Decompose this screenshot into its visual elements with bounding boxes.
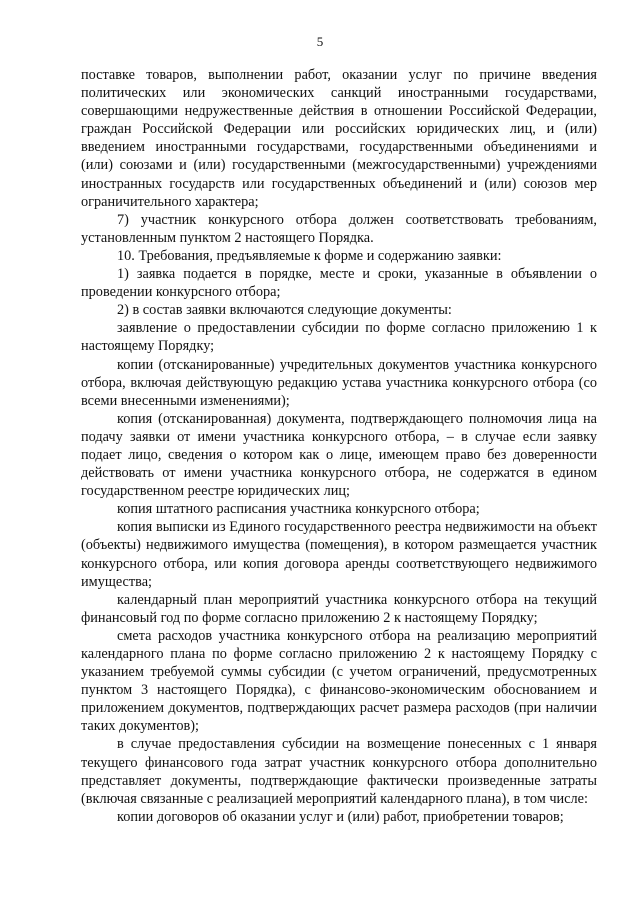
paragraph: 1) заявка подается в порядке, месте и сроки, указанные в объявлении о проведении конкурсного отбора;	[81, 266, 597, 301]
document-body	[81, 66, 597, 826]
paragraph: копия выписки из Единого государственного реестра недвижимости на объект (объекты) недвижимого имущества (помещения), в котором размещается участник конкурсного отбора, или копия договора аренды соответствующего недвижимого имущества;	[81, 519, 597, 590]
paragraph: 10. Требования, предъявляемые к форме и содержанию заявки:	[117, 247, 502, 264]
paragraph: 7) участник конкурсного отбора должен соответствовать требованиям, установленным пунктом 2 настоящего Порядка.	[81, 211, 597, 246]
paragraph: в случае предоставления субсидии на возмещение понесенных с 1 января текущего финансового года затрат участник конкурсного отбора дополнительно представляет документы, подтверждающие фактически произведенные затраты (включая связанные с реализацией мероприятий календарного плана), в том числе:	[81, 736, 597, 807]
page-number: 5	[316, 34, 324, 49]
paragraph: календарный план мероприятий участника конкурсного отбора на текущий финансовый год по форме согласно приложению 2 к настоящему Порядку;	[81, 591, 597, 626]
paragraph: 2) в состав заявки включаются следующие документы:	[117, 302, 452, 319]
paragraph: копия штатного расписания участника конкурсного отбора;	[117, 501, 480, 518]
paragraph: поставке товаров, выполнении работ, оказании услуг по причине введения политических или экономических санкций иностранными государствами, совершающими недружественные действия в отношении Российской Федерации, граждан Российской Федерации или российских юридических лиц, и (или) введением иностранными государствами, государственными объединениями и (или) союзами и (или) государственными (межгосударственными) учреждениями иностранных государств или государственных объединений и (или) союзов мер ограничительного характера;	[81, 67, 597, 210]
paragraph: копия (отсканированная) документа, подтверждающего полномочия лица на подачу заявки от имени участника конкурсного отбора, – в случае если заявку подает лицо, сведения о котором как о лице, имеющем право без доверенности действовать от имени участника конкурсного отбора, не содержатся в едином государственном реестре юридических лиц;	[81, 410, 597, 500]
paragraph: заявление о предоставлении субсидии по форме согласно приложению 1 к настоящему Порядку;	[81, 320, 597, 355]
paragraph: смета расходов участника конкурсного отбора на реализацию мероприятий календарного плана по форме согласно приложению 2 к настоящему Порядку с указанием требуемой суммы субсидии (с учетом ограничений, предусмотренных пунктом 3 настоящего Порядка), с финансово-экономическим обоснованием и приложением документов, подтверждающих расчет размера расходов (при наличии таких документов);	[81, 627, 597, 735]
paragraph: копии (отсканированные) учредительных документов участника конкурсного отбора, включая действующую редакцию устава участника конкурсного отбора (со всеми внесенными изменениями);	[81, 356, 597, 409]
paragraph: копии договоров об оказании услуг и (или) работ, приобретении товаров;	[117, 808, 564, 825]
